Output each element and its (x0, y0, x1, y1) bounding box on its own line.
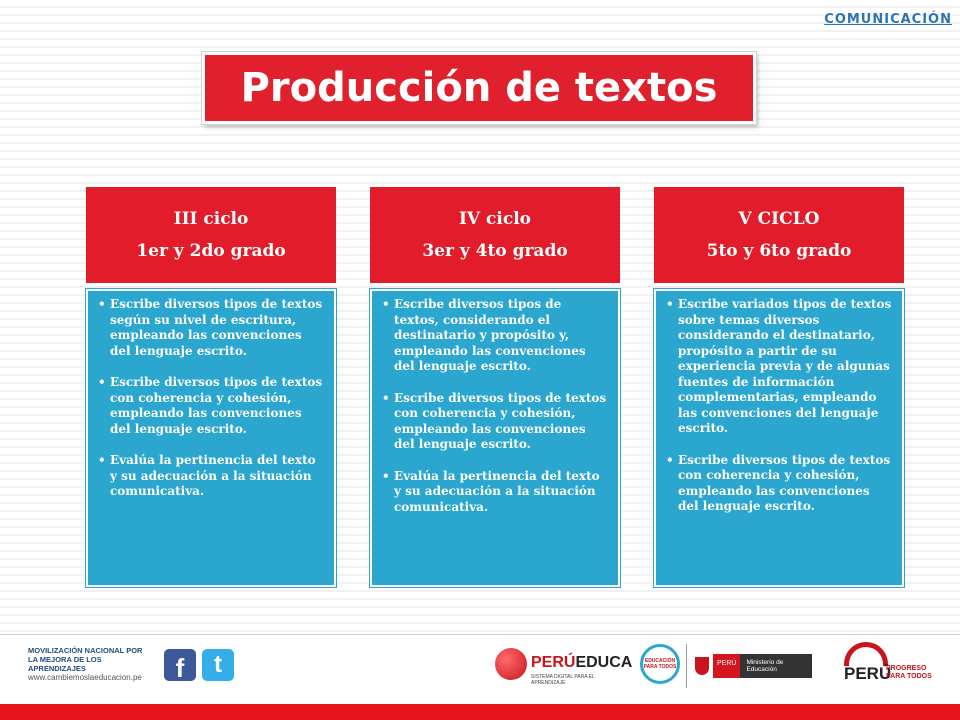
list-item: • Escribe diversos tipos de textos con coherencia y cohesión, empleando las convenciones del lenguaje escrito. (110, 375, 326, 437)
column-v-ciclo (654, 187, 904, 587)
list-item: • Escribe diversos tipos de textos con coherencia y cohesión, empleando las convenciones del lenguaje escrito. (394, 391, 610, 453)
minedu-name: Ministerio de Educación (740, 654, 812, 678)
list-item: • Escribe variados tipos de textos sobre temas diversos considerando el destinatario, propósito a partir de su experiencia previa y de algunas fuentes de información complementarias, empleando las convenciones del lenguaje escrito. (678, 297, 894, 437)
facebook-icon[interactable]: f (164, 649, 196, 681)
column-ciclo: IV ciclo (458, 209, 532, 229)
column-body (86, 289, 336, 587)
movilizacion-url[interactable]: www.cambiemoslaeducacion.pe (28, 673, 142, 682)
column-ciclo: III ciclo (173, 209, 249, 229)
peru-educa-logo (495, 644, 633, 690)
column-header (86, 187, 336, 283)
competency-list (96, 297, 326, 500)
bottom-red-bar (0, 704, 960, 720)
column-body (370, 289, 620, 587)
column-iv-ciclo (370, 187, 620, 587)
list-item: • Escribe diversos tipos de textos, considerando el destinatario y propósito y, empleando las convenciones del lenguaje escrito. (394, 297, 610, 375)
minedu-peru: PERÚ (713, 654, 740, 678)
movilizacion-line-2: LA MEJORA DE LOS APRENDIZAJES (28, 655, 102, 673)
column-header (370, 187, 620, 283)
movilizacion-line-1: MOVILIZACIÓN NACIONAL POR (28, 646, 143, 655)
column-grado: 5to y 6to grado (706, 241, 852, 261)
competency-list (664, 297, 894, 515)
shield-icon (695, 657, 709, 675)
peru-educa-subtitle: SISTEMA DIGITAL PARA EL APRENDIZAJE (531, 674, 595, 686)
movilizacion-logo (28, 646, 158, 682)
list-item: • Evalúa la pertinencia del texto y su adecuación a la situación comunicativa. (394, 469, 610, 516)
logo-divider (686, 644, 687, 688)
list-item: • Escribe diversos tipos de textos con coherencia y cohesión, empleando las convenciones del lenguaje escrito. (678, 453, 894, 515)
arc-icon (844, 642, 888, 666)
page-title-banner (202, 52, 756, 124)
competency-list (380, 297, 610, 515)
topic-link[interactable]: COMUNICACIÓN (824, 12, 952, 27)
column-ciclo: V CICLO (738, 209, 820, 229)
list-item: • Escribe diversos tipos de textos según su nivel de escritura, empleando las convenciones del lenguaje escrito. (110, 297, 326, 359)
footer-divider (0, 634, 960, 635)
footer (0, 636, 960, 704)
educacion-para-todos-badge: EDUCACIÓN PARA TODOS (640, 644, 680, 684)
list-item: • Evalúa la pertinencia del texto y su adecuación a la situación comunicativa. (110, 453, 326, 500)
globe-icon (495, 648, 527, 680)
column-grado: 1er y 2do grado (136, 241, 286, 261)
peru-word: PERÚ (844, 664, 892, 683)
twitter-icon[interactable]: t (202, 649, 234, 681)
peru-progreso-logo (842, 642, 942, 690)
progreso-tagline: PROGRESO PARA TODOS (886, 665, 932, 680)
column-grado: 3er y 4to grado (422, 241, 568, 261)
peru-educa-name: PERÚEDUCA (531, 654, 633, 671)
minedu-logo (695, 654, 812, 678)
column-body (654, 289, 904, 587)
column-iii-ciclo (86, 187, 336, 587)
column-header (654, 187, 904, 283)
page-title: Producción de textos (240, 65, 718, 111)
